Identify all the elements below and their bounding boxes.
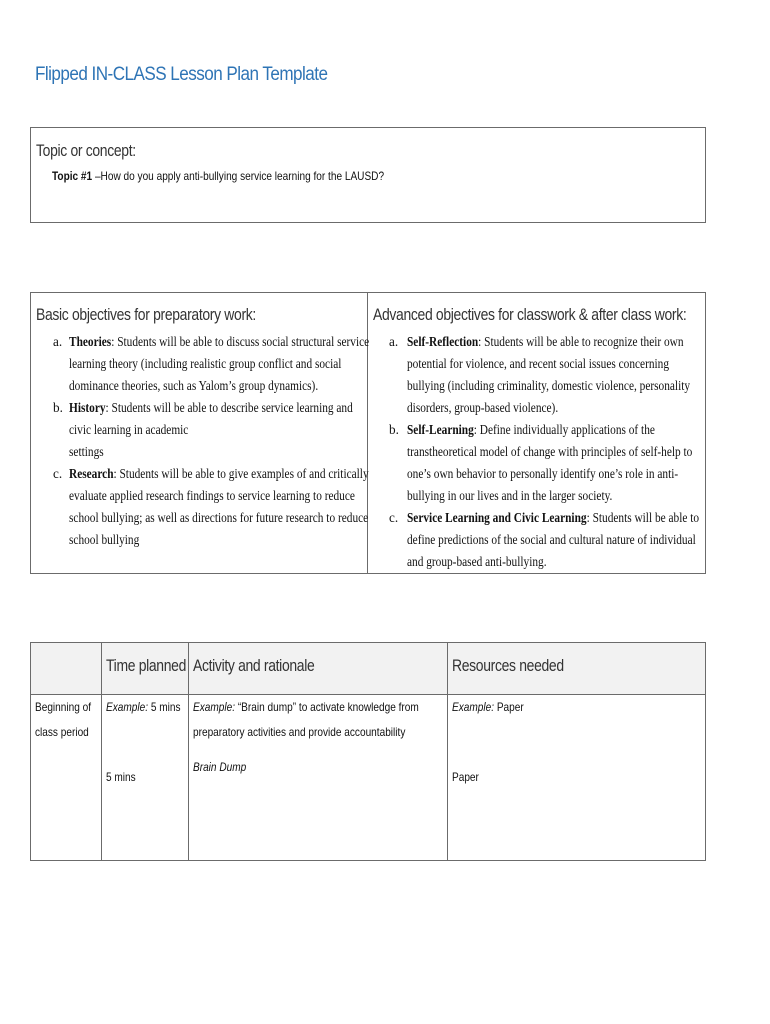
period-label-line1: Beginning of (35, 700, 92, 714)
objective-text: : Define individually applications of the (473, 422, 655, 437)
header-activity-rationale: Activity and rationale (193, 656, 315, 675)
activity-value-text: Brain Dump (193, 760, 247, 774)
objective-text: transtheoretical model of change with principles of self-help to (407, 444, 693, 459)
objective-term: History (69, 400, 106, 415)
objective-text: evaluate applied research findings to service learning to reduce (69, 488, 355, 503)
topic-box (30, 127, 706, 223)
objectives-table (30, 292, 706, 574)
objective-term: Service Learning and Civic Learning (407, 510, 587, 525)
basic-objectives-heading: Basic objectives for preparatory work: (36, 305, 256, 324)
list-marker: a. (389, 334, 399, 349)
objective-text: civic learning in academic (69, 422, 189, 437)
basic-objectives (31, 293, 370, 573)
topic-question: –How do you apply anti-bullying service learning for the LAUSD? (92, 169, 385, 183)
time-value: 5 mins (106, 770, 136, 784)
list-marker: b. (53, 400, 63, 415)
time-example (106, 700, 181, 714)
objective-text: disorders, group-based violence). (407, 400, 559, 415)
header-resources-needed: Resources needed (452, 656, 564, 675)
objective-text: : Students will be able to recognize their own (478, 334, 684, 349)
topic-text (52, 169, 384, 183)
objective-term: Research (69, 466, 114, 481)
basic-objectives-list (53, 331, 370, 551)
activity-example-line2: preparatory activities and provide accountability (193, 725, 406, 739)
list-marker: c. (389, 510, 399, 525)
list-marker: a. (53, 334, 63, 349)
resources-example (452, 700, 524, 714)
objective-text: bullying in our lives and in the larger society. (407, 488, 613, 503)
list-marker: c. (53, 466, 63, 481)
objective-term: Self-Reflection (407, 334, 479, 349)
basic-objective-research (53, 463, 367, 551)
example-label: Example: (193, 700, 236, 714)
basic-objective-history (53, 397, 367, 463)
resources-example-value: Paper (494, 700, 524, 714)
advanced-objective-service-learning (389, 507, 703, 573)
topic-heading: Topic or concept: (36, 141, 136, 160)
objective-text: dominance theories, such as Yalom’s group dynamics). (69, 378, 319, 393)
objective-text: settings (69, 444, 104, 459)
col-divider-3 (447, 643, 448, 860)
objective-text: potential for violence, and recent social issues concerning (407, 356, 670, 371)
header-divider (31, 694, 705, 695)
page-title: Flipped IN-CLASS Lesson Plan Template (35, 64, 328, 85)
list-marker: b. (389, 422, 399, 437)
objective-text: : Students will be able to describe service learning and (105, 400, 353, 415)
advanced-objective-self-learning (389, 419, 703, 507)
activity-example-line1 (193, 700, 419, 714)
advanced-objective-self-reflection (389, 331, 703, 419)
topic-label: Topic #1 (52, 169, 93, 183)
period-label-line2: class period (35, 725, 89, 739)
advanced-objectives (368, 293, 705, 573)
advanced-objectives-heading: Advanced objectives for classwork & after class work: (373, 305, 687, 324)
objective-text: and group-based anti-bullying. (407, 554, 547, 569)
objective-text: : Students will be able to (586, 510, 700, 525)
header-time-planned: Time planned (106, 656, 187, 675)
objective-text: : Students will be able to give examples of and critically (113, 466, 369, 481)
objective-text: school bullying (69, 532, 140, 547)
activity-value (193, 760, 246, 774)
example-label: Example: (106, 700, 149, 714)
objective-text: define predictions of the social and cultural nature of individual (407, 532, 696, 547)
objective-text: bullying (including criminality, domestic violence, personality (407, 378, 691, 393)
basic-objective-theories (53, 331, 370, 397)
objective-term: Theories (69, 334, 112, 349)
objective-text: : Students will be able to discuss social structural service (111, 334, 370, 349)
objective-text: learning theory (including realistic group conflict and social (69, 356, 342, 371)
col-divider-2 (188, 643, 189, 860)
objective-text: school bullying; as well as directions for future research to reduce (69, 510, 369, 525)
objective-term: Self-Learning (407, 422, 474, 437)
col-divider-1 (101, 643, 102, 860)
time-example-value: 5 mins (148, 700, 181, 714)
advanced-objectives-list (389, 331, 703, 573)
resources-value: Paper (452, 770, 479, 784)
activity-example-value: “Brain dump” to activate knowledge from (235, 700, 419, 714)
example-label: Example: (452, 700, 495, 714)
objective-text: one’s own behavior to personally identify one’s role in anti- (407, 466, 679, 481)
lesson-plan-table (30, 642, 706, 861)
